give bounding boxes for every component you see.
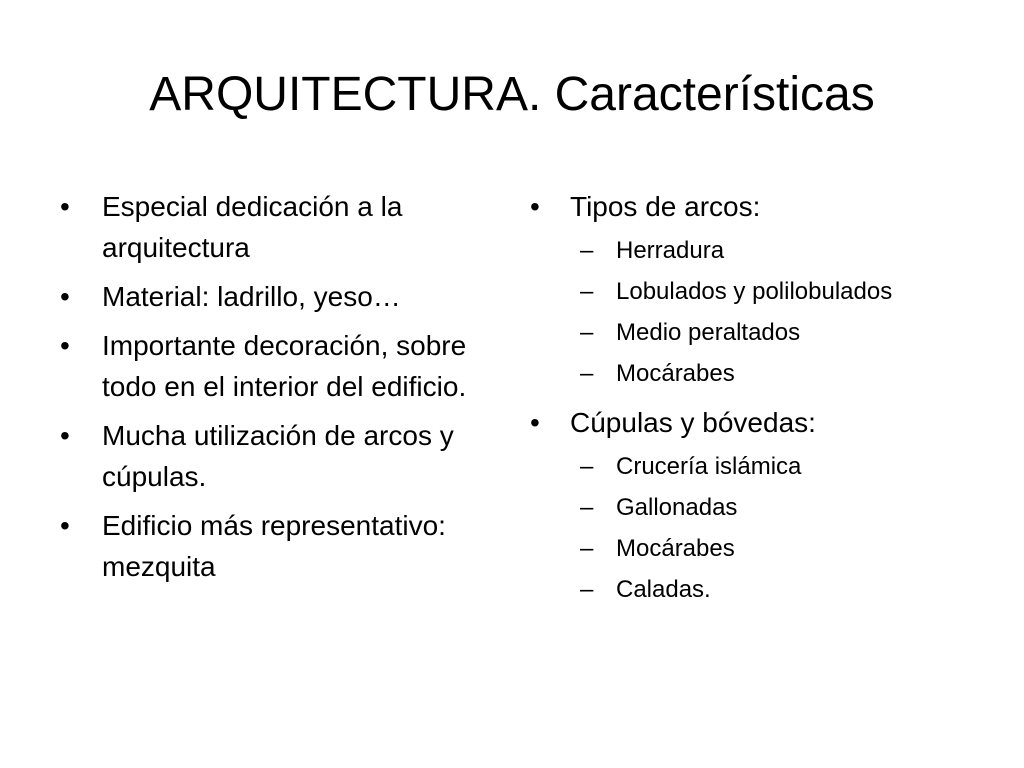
bullet-icon: • <box>60 510 70 541</box>
dash-icon: – <box>580 237 594 264</box>
dash-icon: – <box>580 535 594 562</box>
bullet-text: Edificio más representativo: mezquita <box>102 510 446 582</box>
left-bullet-list <box>60 186 490 595</box>
dash-icon: – <box>580 576 594 603</box>
sub-list-item <box>570 230 1000 271</box>
dash-icon: – <box>580 453 594 480</box>
sub-list-item <box>570 569 1000 610</box>
sub-list-item <box>570 528 1000 569</box>
dash-icon: – <box>580 360 594 387</box>
arch-types-sublist <box>570 230 1000 394</box>
bullet-icon: • <box>60 420 70 451</box>
sub-list-item <box>570 353 1000 394</box>
sub-item-text: Gallonadas <box>616 494 738 521</box>
dash-icon: – <box>580 278 594 305</box>
bullet-item-arch-types <box>530 186 1000 394</box>
bullet-text: Material: ladrillo, yeso… <box>102 281 401 312</box>
slide-title: ARQUITECTURA. Características <box>149 68 875 121</box>
bullet-icon: • <box>530 191 540 222</box>
sub-item-text: Medio peraltados <box>616 319 801 346</box>
bullet-text: Cúpulas y bóvedas: <box>570 407 816 438</box>
sub-list-item <box>570 312 1000 353</box>
sub-item-text: Mocárabes <box>616 535 735 562</box>
domes-vaults-sublist <box>570 446 1000 610</box>
sub-item-text: Crucería islámica <box>616 453 802 480</box>
sub-item-text: Lobulados y polilobulados <box>616 278 893 305</box>
sub-item-text: Mocárabes <box>616 360 735 387</box>
sub-item-text: Herradura <box>616 237 725 264</box>
bullet-item <box>60 505 490 587</box>
dash-icon: – <box>580 494 594 521</box>
bullet-item <box>60 325 490 407</box>
dash-icon: – <box>580 319 594 346</box>
bullet-text: Importante decoración, sobre todo en el interior del edificio. <box>102 330 467 402</box>
bullet-icon: • <box>60 191 70 222</box>
bullet-icon: • <box>60 330 70 361</box>
sub-list-item <box>570 446 1000 487</box>
sub-list-item <box>570 271 1000 312</box>
bullet-text: Especial dedicación a la arquitectura <box>102 191 403 263</box>
bullet-item-domes-vaults <box>530 402 1000 610</box>
bullet-text: Tipos de arcos: <box>570 191 761 222</box>
sub-list-item <box>570 487 1000 528</box>
bullet-icon: • <box>60 281 70 312</box>
right-bullet-list <box>530 186 1000 618</box>
sub-item-text: Caladas. <box>616 576 711 603</box>
bullet-icon: • <box>530 407 540 438</box>
bullet-item <box>60 276 490 317</box>
bullet-item <box>60 186 490 268</box>
bullet-item <box>60 415 490 497</box>
bullet-text: Mucha utilización de arcos y cúpulas. <box>102 420 454 492</box>
